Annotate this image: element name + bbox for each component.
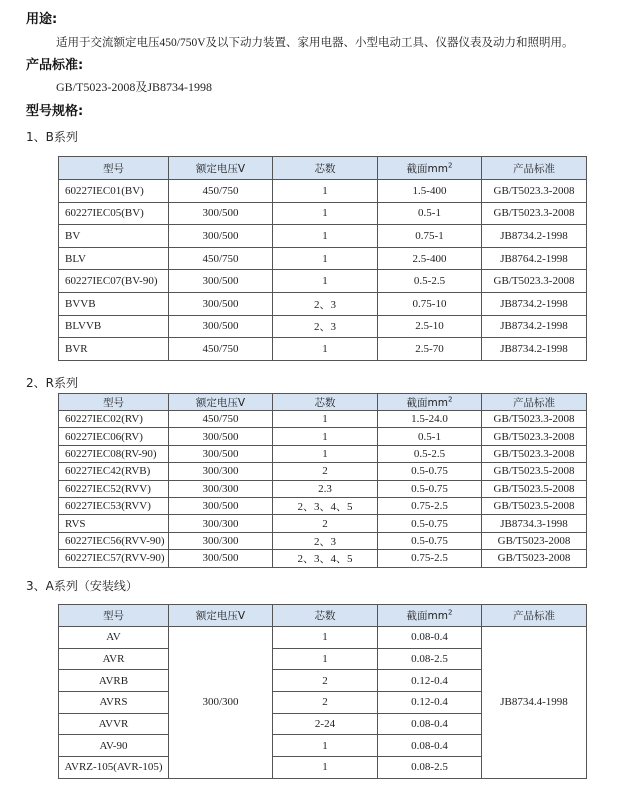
cell-section: 0.5-0.75	[378, 532, 482, 549]
cell-cores: 1	[273, 428, 378, 445]
cell-model: AVRB	[59, 670, 169, 692]
cell-standard: GB/T5023.3-2008	[482, 428, 587, 445]
cell-section: 0.5-2.5	[378, 445, 482, 462]
cell-section: 0.08-0.4	[378, 713, 482, 735]
cell-model: AVR	[59, 648, 169, 670]
table-row	[59, 270, 587, 293]
r-series-table	[58, 393, 587, 568]
col-standard: 产品标准	[482, 605, 587, 627]
cell-standard: GB/T5023.3-2008	[482, 445, 587, 462]
cell-model: 60227IEC42(RVB)	[59, 463, 169, 480]
table-row	[59, 225, 587, 248]
table-row	[59, 180, 587, 203]
col-standard: 产品标准	[482, 394, 587, 411]
col-section	[378, 394, 482, 411]
cell-section: 0.5-0.75	[378, 515, 482, 532]
cell-model: 60227IEC06(RV)	[59, 428, 169, 445]
cell-voltage: 300/300	[169, 532, 273, 549]
spec-heading: 型号规格:	[26, 104, 84, 119]
cell-cores: 2、3	[273, 292, 378, 315]
cell-cores: 1	[273, 627, 378, 649]
section-b-title: 1、B系列	[26, 130, 78, 144]
cell-model: BLV	[59, 247, 169, 270]
col-cores: 芯数	[273, 605, 378, 627]
standard-heading: 产品标准:	[26, 58, 84, 73]
cell-model: AV-90	[59, 735, 169, 757]
table-row	[59, 480, 587, 497]
col-standard: 产品标准	[482, 157, 587, 180]
cell-voltage: 450/750	[169, 180, 273, 203]
cell-standard: GB/T5023.3-2008	[482, 202, 587, 225]
cell-section: 0.08-0.4	[378, 627, 482, 649]
standard-text: GB/T5023-2008及JB8734-1998	[56, 80, 213, 94]
cell-section: 0.5-0.75	[378, 463, 482, 480]
cell-section: 2.5-400	[378, 247, 482, 270]
section-r-title: 2、R系列	[26, 376, 78, 390]
cell-model: BVR	[59, 338, 169, 361]
col-section-label: 截面mm	[406, 162, 448, 175]
cell-cores: 1	[273, 648, 378, 670]
cell-voltage: 300/500	[169, 497, 273, 514]
cell-model: 60227IEC08(RV-90)	[59, 445, 169, 462]
cell-model: BV	[59, 225, 169, 248]
col-voltage: 额定电压V	[169, 605, 273, 627]
cell-voltage: 300/500	[169, 225, 273, 248]
col-voltage: 额定电压V	[169, 157, 273, 180]
table-row	[59, 411, 587, 428]
cell-cores: 2、3	[273, 315, 378, 338]
cell-cores: 1	[273, 757, 378, 779]
cell-model: AVVR	[59, 713, 169, 735]
col-model: 型号	[59, 394, 169, 411]
cell-section: 0.5-1	[378, 202, 482, 225]
cell-cores: 2.3	[273, 480, 378, 497]
cell-cores: 2	[273, 692, 378, 714]
cell-section: 0.75-1	[378, 225, 482, 248]
cell-model: AVRS	[59, 692, 169, 714]
cell-cores: 2、3	[273, 532, 378, 549]
cell-voltage: 300/300	[169, 463, 273, 480]
cell-section: 0.5-0.75	[378, 480, 482, 497]
cell-section: 1.5-400	[378, 180, 482, 203]
col-section-label: 截面mm	[406, 610, 448, 622]
table-row	[59, 627, 587, 649]
col-section-label: 截面mm	[406, 396, 448, 409]
cell-cores: 1	[273, 270, 378, 293]
table-header-row	[59, 605, 587, 627]
cell-cores: 1	[273, 735, 378, 757]
cell-model: 60227IEC07(BV-90)	[59, 270, 169, 293]
cell-standard: JB8734.2-1998	[482, 292, 587, 315]
cell-standard: GB/T5023-2008	[482, 550, 587, 567]
cell-voltage: 300/500	[169, 315, 273, 338]
cell-voltage: 450/750	[169, 247, 273, 270]
usage-text: 适用于交流额定电压450/750V及以下动力装置、家用电器、小型电动工具、仪器仪表及动力和照明用。	[56, 37, 574, 49]
cell-section: 0.08-0.4	[378, 735, 482, 757]
table-row	[59, 428, 587, 445]
table-row	[59, 202, 587, 225]
table-row	[59, 292, 587, 315]
table-header-row	[59, 394, 587, 411]
col-cores: 芯数	[273, 394, 378, 411]
cell-standard: JB8734.2-1998	[482, 315, 587, 338]
cell-cores: 1	[273, 247, 378, 270]
cell-model: AV	[59, 627, 169, 649]
cell-section: 0.12-0.4	[378, 670, 482, 692]
cell-section: 0.75-2.5	[378, 497, 482, 514]
cell-model: 60227IEC57(RVV-90)	[59, 550, 169, 567]
col-section	[378, 157, 482, 180]
cell-standard: GB/T5023.5-2008	[482, 480, 587, 497]
cell-voltage: 300/300	[169, 480, 273, 497]
cell-cores: 2、3、4、5	[273, 550, 378, 567]
cell-section: 0.5-2.5	[378, 270, 482, 293]
cell-section: 0.08-2.5	[378, 757, 482, 779]
cell-cores: 2	[273, 515, 378, 532]
cell-cores: 1	[273, 338, 378, 361]
col-section	[378, 605, 482, 627]
cell-standard: GB/T5023-2008	[482, 532, 587, 549]
cell-model: BVVB	[59, 292, 169, 315]
cell-cores: 1	[273, 411, 378, 428]
table-row	[59, 532, 587, 549]
table-row	[59, 247, 587, 270]
cell-model: RVS	[59, 515, 169, 532]
table-header-row	[59, 157, 587, 180]
table-row	[59, 315, 587, 338]
cell-section: 0.75-2.5	[378, 550, 482, 567]
cell-voltage: 300/500	[169, 292, 273, 315]
table-row	[59, 497, 587, 514]
cell-model: 60227IEC02(RV)	[59, 411, 169, 428]
cell-section: 2.5-10	[378, 315, 482, 338]
col-model: 型号	[59, 605, 169, 627]
table-row	[59, 463, 587, 480]
cell-model: 60227IEC52(RVV)	[59, 480, 169, 497]
cell-standard: GB/T5023.5-2008	[482, 497, 587, 514]
cell-standard-merged: JB8734.4-1998	[482, 627, 587, 779]
cell-standard: JB8734.3-1998	[482, 515, 587, 532]
cell-section: 0.08-2.5	[378, 648, 482, 670]
cell-model: 60227IEC05(BV)	[59, 202, 169, 225]
table-row	[59, 338, 587, 361]
cell-standard: GB/T5023.3-2008	[482, 270, 587, 293]
usage-heading: 用途:	[26, 12, 58, 27]
col-cores: 芯数	[273, 157, 378, 180]
table-row	[59, 515, 587, 532]
cell-voltage: 300/500	[169, 202, 273, 225]
cell-cores: 1	[273, 445, 378, 462]
cell-voltage-merged: 300/300	[169, 627, 273, 779]
cell-voltage: 300/500	[169, 428, 273, 445]
table-row	[59, 550, 587, 567]
col-section-sup: 2	[448, 161, 453, 169]
cell-voltage: 300/300	[169, 515, 273, 532]
cell-section: 1.5-24.0	[378, 411, 482, 428]
cell-section: 2.5-70	[378, 338, 482, 361]
cell-cores: 1	[273, 180, 378, 203]
cell-model: 60227IEC56(RVV-90)	[59, 532, 169, 549]
cell-voltage: 450/750	[169, 338, 273, 361]
cell-voltage: 300/500	[169, 270, 273, 293]
cell-section: 0.75-10	[378, 292, 482, 315]
cell-standard: JB8734.2-1998	[482, 338, 587, 361]
col-section-sup: 2	[448, 608, 453, 617]
col-voltage: 额定电压V	[169, 394, 273, 411]
cell-voltage: 450/750	[169, 411, 273, 428]
cell-standard: GB/T5023.3-2008	[482, 180, 587, 203]
cell-cores: 2-24	[273, 713, 378, 735]
cell-standard: JB8764.2-1998	[482, 247, 587, 270]
cell-voltage: 300/500	[169, 445, 273, 462]
cell-section: 0.12-0.4	[378, 692, 482, 714]
cell-cores: 2	[273, 463, 378, 480]
cell-section: 0.5-1	[378, 428, 482, 445]
cell-cores: 1	[273, 225, 378, 248]
cell-cores: 2、3、4、5	[273, 497, 378, 514]
cell-standard: GB/T5023.5-2008	[482, 463, 587, 480]
cell-cores: 2	[273, 670, 378, 692]
cell-cores: 1	[273, 202, 378, 225]
section-a-title: 3、A系列（安装线）	[26, 579, 138, 593]
cell-voltage: 300/500	[169, 550, 273, 567]
cell-model: BLVVB	[59, 315, 169, 338]
cell-standard: JB8734.2-1998	[482, 225, 587, 248]
col-model: 型号	[59, 157, 169, 180]
cell-model: AVRZ-105(AVR-105)	[59, 757, 169, 779]
col-section-sup: 2	[448, 395, 453, 403]
cell-standard: GB/T5023.3-2008	[482, 411, 587, 428]
table-row	[59, 445, 587, 462]
a-series-table	[58, 604, 587, 779]
cell-model: 60227IEC01(BV)	[59, 180, 169, 203]
cell-model: 60227IEC53(RVV)	[59, 497, 169, 514]
b-series-table	[58, 156, 587, 361]
